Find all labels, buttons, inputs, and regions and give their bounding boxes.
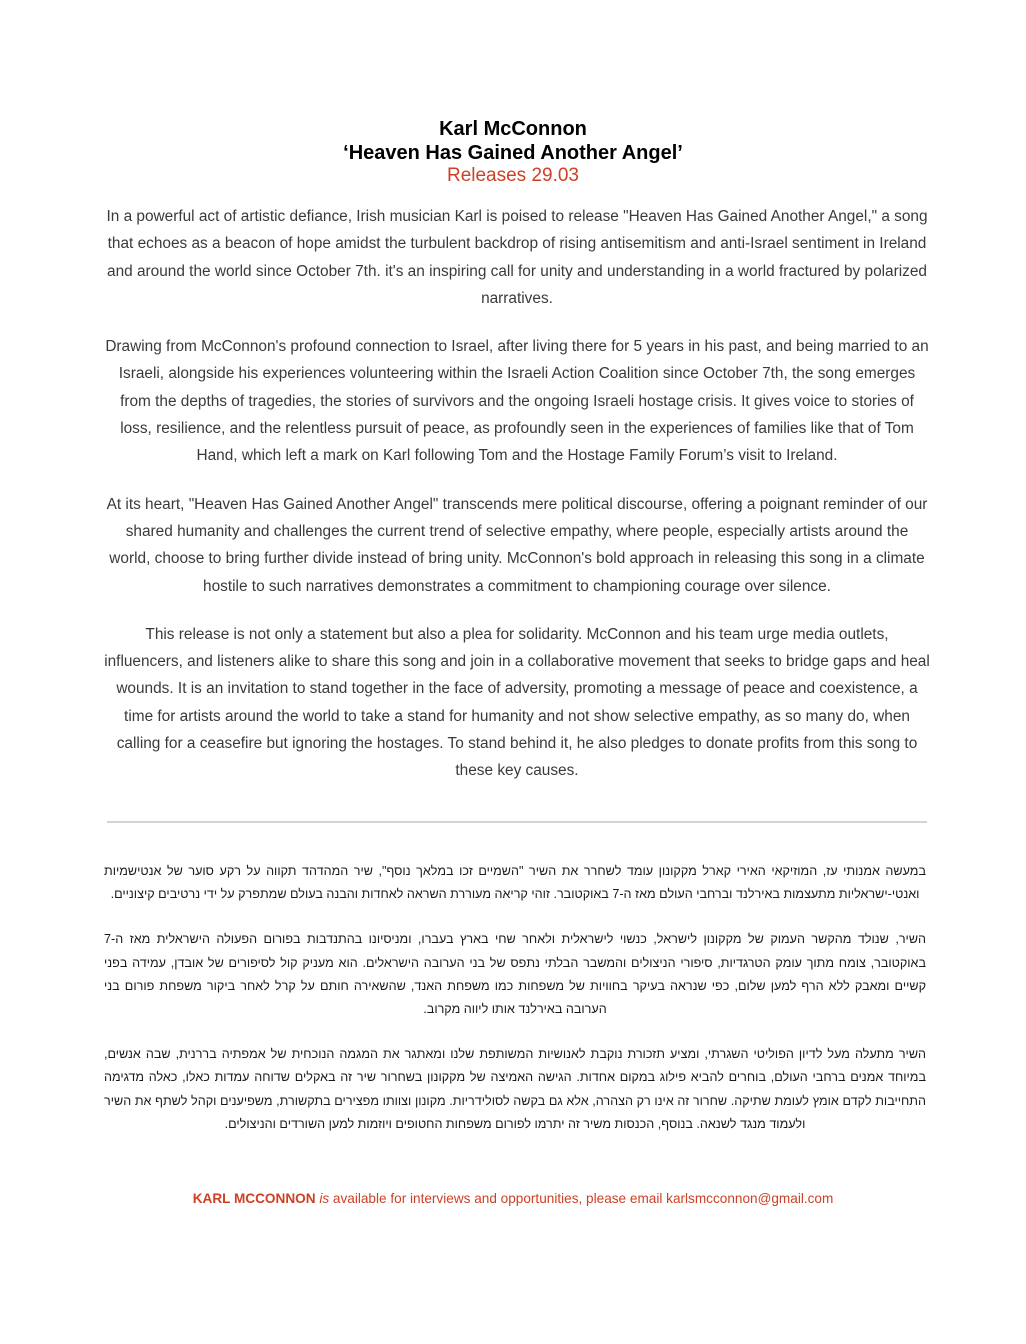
footer-is-word: is <box>319 1191 330 1206</box>
footer-artist-name: KARL MCCONNON <box>192 1191 316 1206</box>
english-paragraph-3: At its heart, "Heaven Has Gained Another Angel" transcends mere political discourse, offering a poignant reminder of our shared humanity and challenges the current trend of selective empathy, where people, especially artists around the world, choose to bring further divide instead of bring unity. McConnon's bold approach in releasing this song in a climate hostile to such narratives demonstrates a commitment to championing courage over silence. <box>106 495 928 595</box>
hebrew-paragraph-1: במעשה אמנותי עז, המוזיקאי האירי קארל מקקונון עומד לשחרר את השיר "השמיים זכו במלאך נוסף", שיר המהדהד תקווה על רקע סוער של אנטישמיות ואנטי-ישראליות מתעצמות באירלנד וברחבי העולם מאז ה-7 באוקטובר. זוהי קריאה מעוררת השראה לאחדות והבנה בעולם שמתפרק על ידי נרטיבים קיצוניים. <box>104 864 926 902</box>
header <box>0 117 1026 187</box>
english-body <box>104 203 930 806</box>
footer-contact-text: available for interviews and opportunities, please email karlsmcconnon@gmail.com <box>329 1191 834 1206</box>
section-divider <box>107 821 927 823</box>
release-date: Releases 29.03 <box>446 165 580 186</box>
artist-name: Karl McConnon <box>439 118 587 140</box>
english-paragraph-2: Drawing from McConnon's profound connection to Israel, after living there for 5 years in his past, and being married to an Israeli, alongside his experiences volunteering within the Israeli Action Coalition since October 7th, the song emerges from the depths of tragedies, the stories of survivors and the ongoing Israeli hostage crisis. It gives voice to stories of loss, resilience, and the relentless pursuit of peace, as profoundly seen in the experiences of families like that of Tom Hand, which left a mark on Karl following Tom and the Hostage Family Forum’s visit to Ireland. <box>105 338 929 465</box>
english-paragraph-1: In a powerful act of artistic defiance, Irish musician Karl is poised to release "Heaven Has Gained Another Angel," a song that echoes as a beacon of hope amidst the turbulent backdrop of rising antisemitism and anti-Israel sentiment in Ireland and around the world since October 7th. it's an inspiring call for unity and understanding in a world fractured by polarized narratives. <box>106 208 928 307</box>
hebrew-paragraph-3: השיר מתעלה מעל לדיון הפוליטי השגרתי, ומציע תזכורת נוקבת לאנושיות המשותפת שלנו ומאתגר את המגמה הנוכחית של אמפתיה בררנית, שבה אנשים, במיוחד אמנים ברחבי העולם, בוחרים להביא פילוג במקום אחדות. הגישה האמיצה של מקקונון בשחרור שיר זה באקלים שדוחה עמדות כאלו, כאלה מדגימה התחייבות לקדם אומץ לעומת שתיקה. שחרור זה אינו רק הצהרה, אלא גם בקשה לסולידריות. מקונון וצוותו מפצירים בתקשורת, משפיענים וקהל לשתף את השיר ולעמוד מנגד לשנאה. בנוסף, הכנסות משיר זה יתרמו לפורום משפחות החטופים ויוזמות למען השורדים והניצולים. <box>104 1047 926 1131</box>
hebrew-paragraph-2: השיר, שנולד מהקשר העמוק של מקקונון לישראל, כנשוי לישראלית ולאחר שחי בארץ בעברו, ומניסיונו בהתנדבות בפורום הפעולה הישראלית מאז ה-7 באוקטובר, צומח מתוך עומק הטרגדיות, סיפורי הניצולים והמשבר הבלתי נתפס של בני הערובה הישראלים. הוא מעניק קול לסיפורים של אובדן, עמידה בפני קשיים ומאבק ללא הרף למען שלום, כפי שנראה בעיקר בחוויות של משפחות כמו משפחת האנד, שהשאירה חותם על קרל לאחר ביקור משפחת פורום בני הערובה באירלנד אותו ליווה מקרוב. <box>104 932 926 1017</box>
hebrew-body <box>104 860 926 1158</box>
english-paragraph-4: This release is not only a statement but also a plea for solidarity. McConnon and his team urge media outlets, influencers, and listeners alike to share this song and join in a collaborative movement that seeks to bridge gaps and heal wounds. It is an invitation to stand together in the face of adversity, promoting a message of peace and coexistence, a time for artists around the world to take a stand for humanity and not show selective empathy, as so many do, when calling for a ceasefire but ignoring the hostages. To stand behind it, he also pledges to donate profits from this song to these key causes. <box>104 625 930 780</box>
contact-footer <box>0 1189 1026 1209</box>
song-title: ‘Heaven Has Gained Another Angel’ <box>343 142 683 164</box>
